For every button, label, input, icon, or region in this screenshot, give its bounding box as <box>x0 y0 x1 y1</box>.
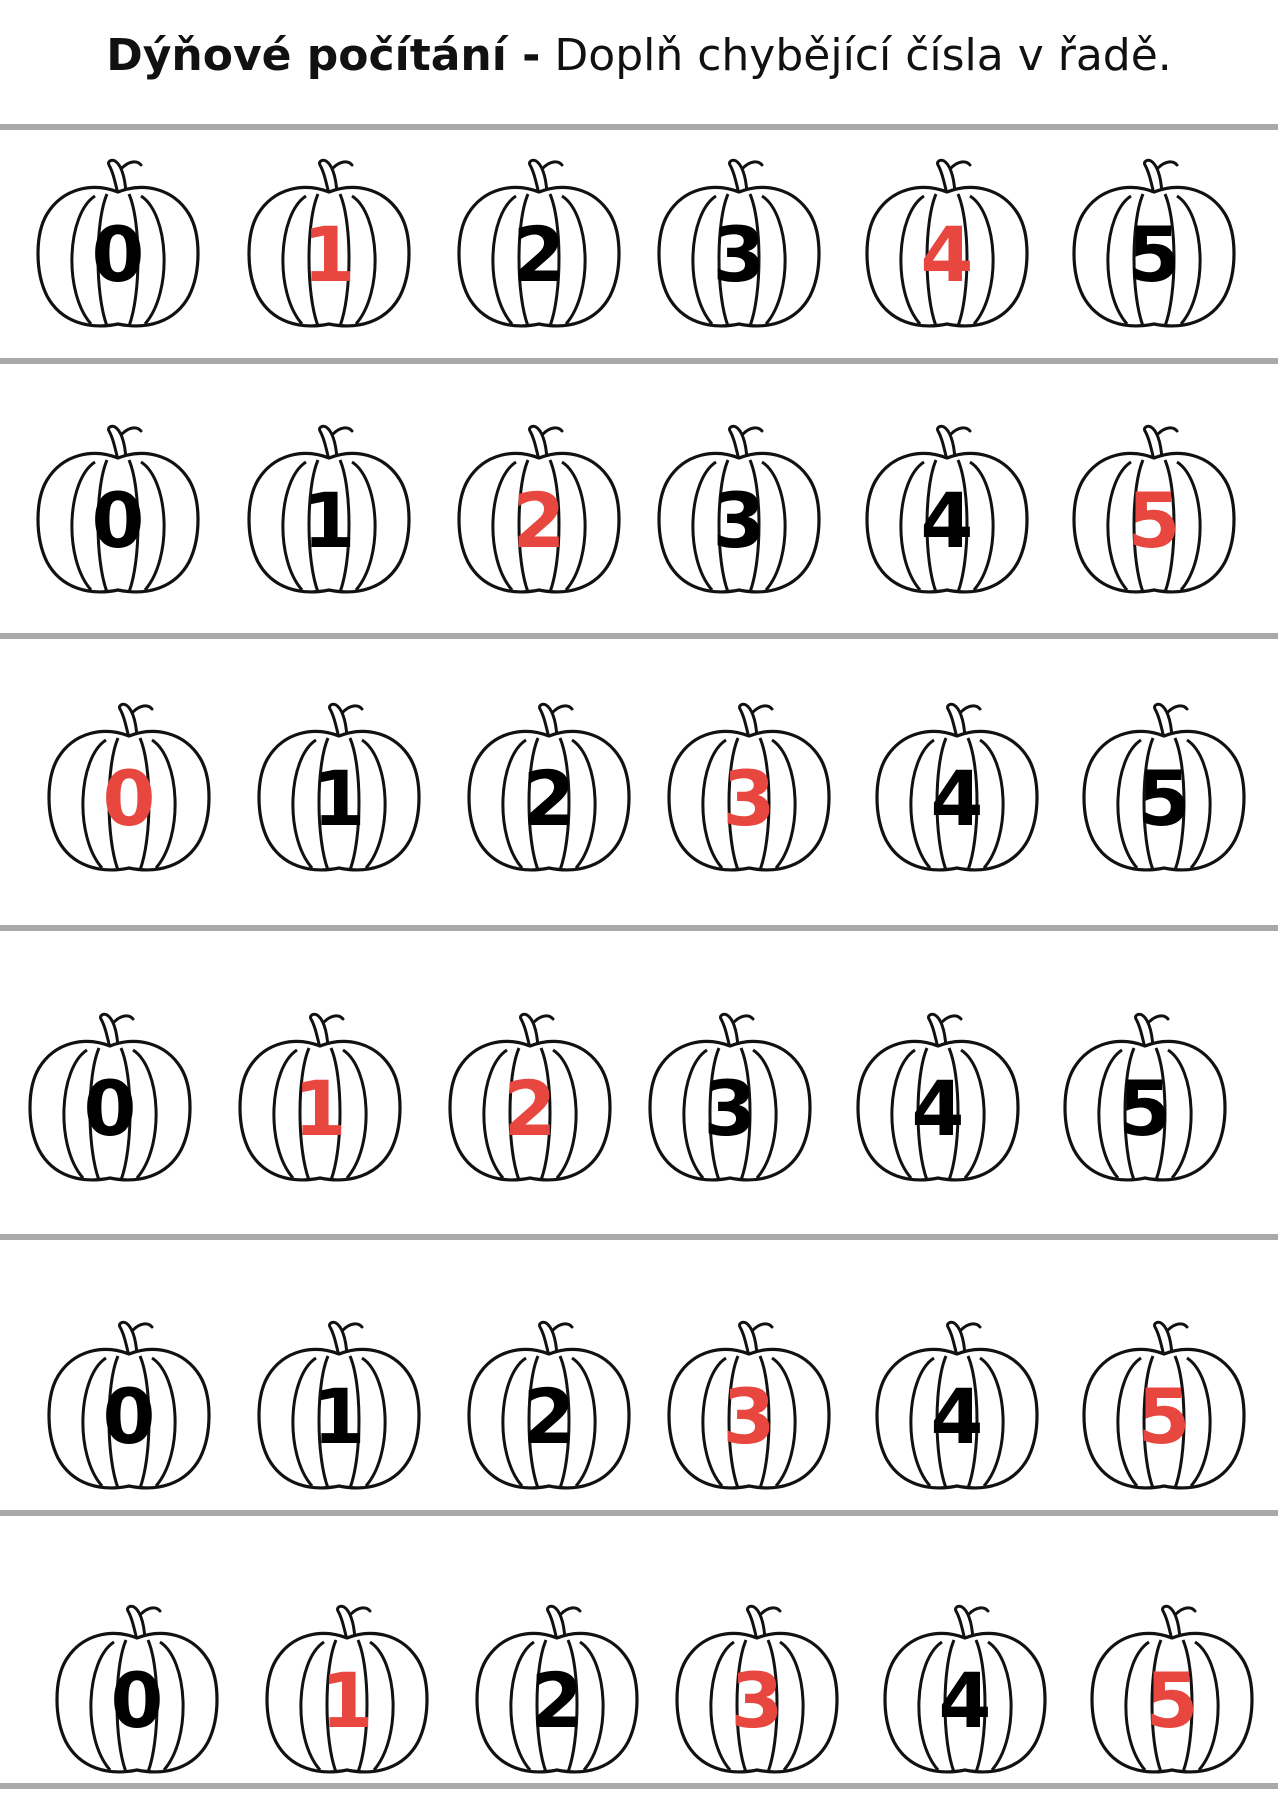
pumpkin-cell <box>33 418 203 598</box>
pumpkin-cell <box>1079 696 1249 876</box>
pumpkin-cell <box>254 1314 424 1494</box>
pumpkin-number: 5 <box>1137 754 1191 843</box>
divider-line <box>0 358 1278 364</box>
pumpkin-number: 2 <box>530 1656 584 1745</box>
pumpkin-number: 2 <box>522 754 576 843</box>
divider-line <box>0 925 1278 931</box>
divider-line <box>0 1510 1278 1516</box>
pumpkin-number: 0 <box>91 210 145 299</box>
divider-line <box>0 124 1278 130</box>
pumpkin-cell <box>1069 418 1239 598</box>
pumpkin-cell <box>235 1006 405 1186</box>
pumpkin-number: 1 <box>312 754 366 843</box>
pumpkin-number: 2 <box>512 210 566 299</box>
pumpkin-cell <box>244 152 414 332</box>
pumpkin-cell <box>664 1314 834 1494</box>
pumpkin-number: 1 <box>302 476 356 565</box>
pumpkin-number: 3 <box>703 1064 757 1153</box>
pumpkin-number: 3 <box>722 754 776 843</box>
pumpkin-number: 5 <box>1127 476 1181 565</box>
pumpkin-cell <box>472 1598 642 1778</box>
worksheet-title <box>0 30 1278 81</box>
pumpkin-cell <box>244 418 414 598</box>
pumpkin-cell <box>872 1314 1042 1494</box>
pumpkin-row-2 <box>0 418 1278 598</box>
pumpkin-cell <box>664 696 834 876</box>
pumpkin-cell <box>464 1314 634 1494</box>
pumpkin-number: 3 <box>730 1656 784 1745</box>
pumpkin-cell <box>25 1006 195 1186</box>
pumpkin-cell <box>454 418 624 598</box>
pumpkin-cell <box>1069 152 1239 332</box>
pumpkin-row-1 <box>0 152 1278 332</box>
pumpkin-cell <box>52 1598 222 1778</box>
pumpkin-cell <box>44 1314 214 1494</box>
pumpkin-number: 3 <box>712 210 766 299</box>
pumpkin-cell <box>872 696 1042 876</box>
pumpkin-number: 5 <box>1118 1064 1172 1153</box>
pumpkin-cell <box>262 1598 432 1778</box>
pumpkin-cell <box>862 152 1032 332</box>
pumpkin-row-4 <box>0 1006 1278 1186</box>
pumpkin-number: 5 <box>1137 1372 1191 1461</box>
pumpkin-number: 0 <box>91 476 145 565</box>
pumpkin-cell <box>464 696 634 876</box>
pumpkin-number: 4 <box>911 1064 965 1153</box>
pumpkin-cell <box>1079 1314 1249 1494</box>
pumpkin-cell <box>44 696 214 876</box>
pumpkin-row-6 <box>0 1598 1278 1778</box>
pumpkin-number: 2 <box>512 476 566 565</box>
pumpkin-row-5 <box>0 1314 1278 1494</box>
pumpkin-number: 4 <box>920 210 974 299</box>
pumpkin-number: 4 <box>938 1656 992 1745</box>
pumpkin-number: 5 <box>1127 210 1181 299</box>
pumpkin-number: 4 <box>920 476 974 565</box>
pumpkin-cell <box>33 152 203 332</box>
pumpkin-number: 0 <box>102 754 156 843</box>
pumpkin-number: 0 <box>83 1064 137 1153</box>
divider-line <box>0 1234 1278 1240</box>
pumpkin-number: 4 <box>930 754 984 843</box>
worksheet-title-bold: Dýňové počítání - <box>106 30 541 81</box>
pumpkin-cell <box>454 152 624 332</box>
worksheet-instruction: Doplň chybějící čísla v řadě. <box>540 30 1172 81</box>
pumpkin-number: 2 <box>503 1064 557 1153</box>
pumpkin-cell <box>1087 1598 1257 1778</box>
pumpkin-cell <box>254 696 424 876</box>
pumpkin-number: 0 <box>102 1372 156 1461</box>
pumpkin-number: 1 <box>293 1064 347 1153</box>
pumpkin-cell <box>654 418 824 598</box>
pumpkin-number: 5 <box>1145 1656 1199 1745</box>
pumpkin-number: 1 <box>320 1656 374 1745</box>
pumpkin-cell <box>880 1598 1050 1778</box>
pumpkin-number: 3 <box>712 476 766 565</box>
pumpkin-row-3 <box>0 696 1278 876</box>
pumpkin-cell <box>862 418 1032 598</box>
pumpkin-cell <box>654 152 824 332</box>
pumpkin-cell <box>672 1598 842 1778</box>
pumpkin-cell <box>853 1006 1023 1186</box>
pumpkin-number: 3 <box>722 1372 776 1461</box>
pumpkin-number: 2 <box>522 1372 576 1461</box>
divider-line <box>0 1783 1278 1789</box>
divider-line <box>0 633 1278 639</box>
pumpkin-number: 0 <box>110 1656 164 1745</box>
pumpkin-number: 4 <box>930 1372 984 1461</box>
pumpkin-cell <box>445 1006 615 1186</box>
pumpkin-cell <box>645 1006 815 1186</box>
pumpkin-number: 1 <box>312 1372 366 1461</box>
pumpkin-cell <box>1060 1006 1230 1186</box>
pumpkin-number: 1 <box>302 210 356 299</box>
